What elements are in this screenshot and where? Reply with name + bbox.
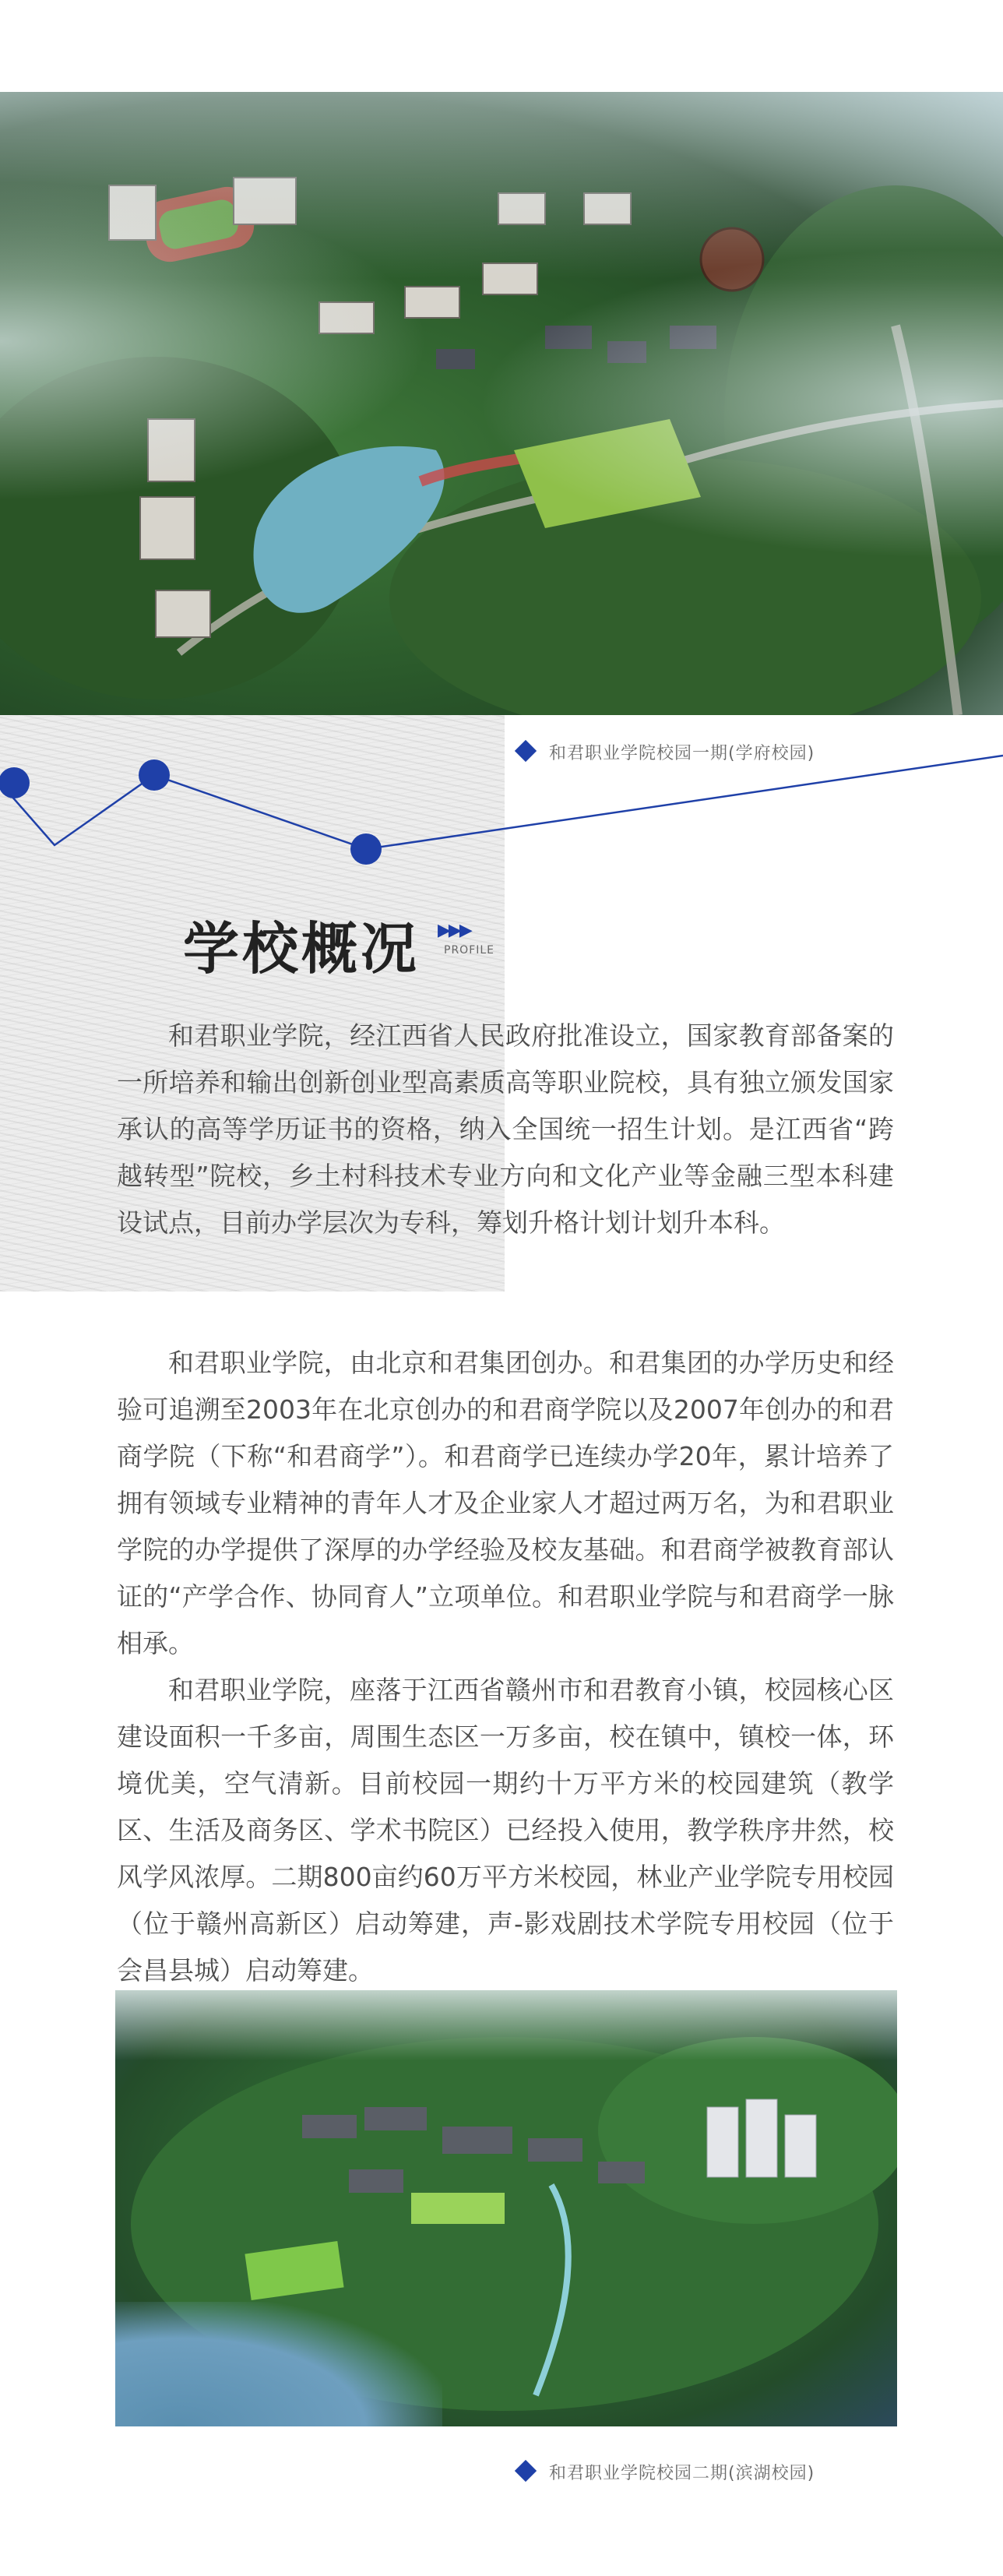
- paragraph-3: 和君职业学院，座落于江西省赣州市和君教育小镇，校园核心区建设面积一千多亩，周围生态区一万多亩，校在镇中，镇校一体，环境优美，空气清新。目前校园一期约十万平方米的校园建筑（教学区、生活及商务区、学术书院区）已经投入使用，教学秩序井然，校风学风浓厚。二期800亩约60万平方米校园，林业产业学院专用校园（位于赣州高新区）启动筹建，声-影戏剧技术学院专用校园（位于会昌县城）启动筹建。: [117, 1675, 894, 1986]
- section-subtitle-en: PROFILE: [444, 944, 495, 957]
- connector-dot: [139, 759, 170, 791]
- photo-caption-bottom: 和君职业学院校园二期(滨湖校园): [518, 2460, 815, 2484]
- section-title: 学校概况: [183, 916, 421, 981]
- paragraph-2: 和君职业学院，由北京和君集团创办。和君集团的办学历史和经验可追溯至2003年在北京创办的和君商学院以及2007年创办的和君商学院（下称“和君商学”）。和君商学已连续办学20年，累计培养了拥有领域专业精神的青年人才及企业家人才超过两万名，为和君职业学院的办学提供了深厚的办学经验及校友基础。和君商学被教育部认证的“产学合作、协同育人”立项单位。和君职业学院与和君商学一脉相承。: [117, 1348, 894, 1658]
- connector-dot: [0, 767, 30, 798]
- campus-phase2-photo: [115, 1990, 897, 2426]
- connector-dot: [350, 833, 382, 865]
- paragraph-1: 和君职业学院，经江西省人民政府批准设立，国家教育部备案的一所培养和输出创新创业型高素质高等职业院校，具有独立颁发国家承认的高等学历证书的资格，纳入全国统一招生计划。是江西省“跨越转型”院校，乡土村科技术专业方向和文化产业等金融三型本科建设试点，目前办学层次为专科，筹划升格计划计划升本科。: [117, 1020, 894, 1238]
- triple-chevron-icon: ▶▶▶: [438, 921, 470, 940]
- decorative-connector-line: [0, 724, 1003, 865]
- campus-phase1-photo: [0, 92, 1003, 715]
- photo-caption-top: 和君职业学院校园一期(学府校园): [518, 740, 815, 764]
- diamond-icon: [515, 2460, 537, 2482]
